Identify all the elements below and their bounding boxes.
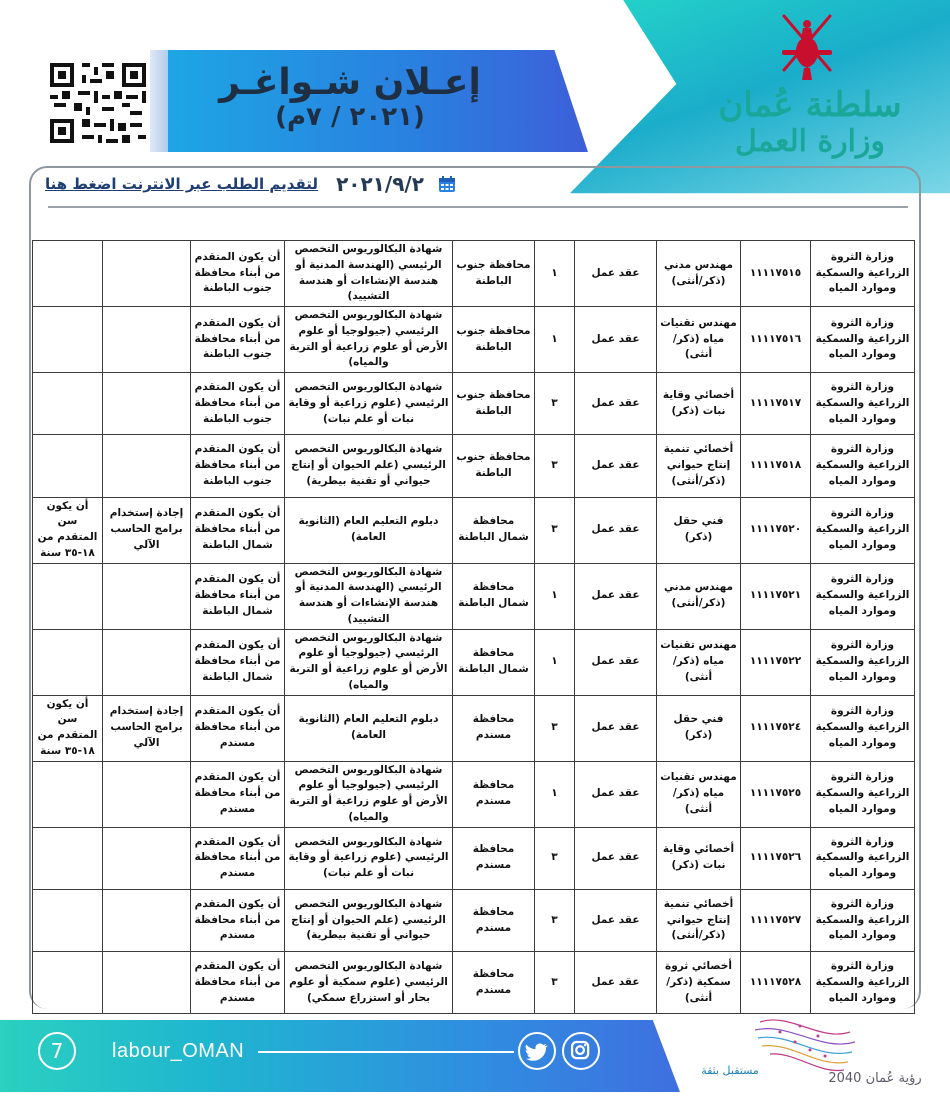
- cell-skills-condition: [103, 952, 191, 1014]
- cell-vacancy-count: ٣: [535, 695, 575, 761]
- cell-job-code: ١١١١٧٥١٥: [741, 241, 811, 307]
- cell-job-title: مهندس تقنيات مياه (ذكر/أنثى): [657, 629, 741, 695]
- cell-governorate: محافظة مسندم: [453, 952, 535, 1014]
- cell-qualification: شهادة البكالوريوس التخصص الرئيسي (جيولوجيا أو علوم الأرض أو علوم زراعية أو التربة والمياه): [285, 307, 453, 373]
- cell-vacancy-count: ٣: [535, 952, 575, 1014]
- cell-residency-condition: أن يكون المتقدم من أبناء محافظة جنوب الباطنة: [191, 307, 285, 373]
- vision-text: رؤية عُمان 2040: [828, 1071, 922, 1086]
- cell-vacancy-count: ٣: [535, 889, 575, 951]
- cell-governorate: محافظة مسندم: [453, 695, 535, 761]
- cell-residency-condition: أن يكون المتقدم من أبناء محافظة مسندم: [191, 827, 285, 889]
- cell-job-code: ١١١١٧٥١٧: [741, 373, 811, 435]
- cell-residency-condition: أن يكون المتقدم من أبناء محافظة جنوب الباطنة: [191, 241, 285, 307]
- cell-job-title: فني حقل (ذكر): [657, 695, 741, 761]
- cell-job-title: أخصائي ثروة سمكية (ذكر/أنثى): [657, 952, 741, 1014]
- cell-qualification: شهادة البكالوريوس التخصص الرئيسي (علم الحيوان أو إنتاج حيواني أو تقنية بيطرية): [285, 435, 453, 497]
- cell-job-title: أخصائي تنمية إنتاج حيواني (ذكر/أنثى): [657, 889, 741, 951]
- cell-qualification: دبلوم التعليم العام (الثانوية العامة): [285, 497, 453, 563]
- cell-governorate: محافظة جنوب الباطنة: [453, 373, 535, 435]
- cell-residency-condition: أن يكون المتقدم من أبناء محافظة مسندم: [191, 889, 285, 951]
- cell-age-condition: [33, 629, 103, 695]
- cell-age-condition: [33, 307, 103, 373]
- table-row: [33, 695, 915, 761]
- cell-governorate: محافظة شمال الباطنة: [453, 563, 535, 629]
- vision-2040-logo: [700, 1002, 930, 1102]
- cell-vacancy-count: ١: [535, 629, 575, 695]
- cell-governorate: محافظة جنوب الباطنة: [453, 307, 535, 373]
- deadline-date: ٢٠٢١/٩/٢: [336, 172, 424, 196]
- cell-employer: وزارة الثروة الزراعية والسمكية وموارد المياه: [811, 563, 915, 629]
- cell-residency-condition: أن يكون المتقدم من أبناء محافظة شمال الباطنة: [191, 563, 285, 629]
- cell-governorate: محافظة مسندم: [453, 889, 535, 951]
- cell-employer: وزارة الثروة الزراعية والسمكية وموارد المياه: [811, 629, 915, 695]
- cell-governorate: محافظة مسندم: [453, 761, 535, 827]
- page-title: إعـلان شـواغـر: [219, 62, 481, 103]
- cell-job-code: ١١١١٧٥١٨: [741, 435, 811, 497]
- cell-employer: وزارة الثروة الزراعية والسمكية وموارد المياه: [811, 827, 915, 889]
- cell-qualification: دبلوم التعليم العام (الثانوية العامة): [285, 695, 453, 761]
- cell-contract-type: عقد عمل: [575, 563, 657, 629]
- cell-job-title: مهندس مدني (ذكر/أنثى): [657, 241, 741, 307]
- cell-employer: وزارة الثروة الزراعية والسمكية وموارد المياه: [811, 952, 915, 1014]
- cell-qualification: شهادة البكالوريوس التخصص الرئيسي (علم الحيوان أو إنتاج حيواني أو تقنية بيطرية): [285, 889, 453, 951]
- social-handle[interactable]: labour_OMAN: [112, 1040, 245, 1062]
- conference-text: مستقبل بثقة: [701, 1064, 759, 1077]
- cell-residency-condition: أن يكون المتقدم من أبناء محافظة مسندم: [191, 761, 285, 827]
- cell-skills-condition: إجادة إستخدام برامج الحاسب الآلي: [103, 497, 191, 563]
- cell-residency-condition: أن يكون المتقدم من أبناء محافظة جنوب الباطنة: [191, 435, 285, 497]
- cell-vacancy-count: ١: [535, 307, 575, 373]
- cell-job-code: ١١١١٧٥٢٧: [741, 889, 811, 951]
- handle-underline: [258, 1051, 514, 1053]
- cell-employer: وزارة الثروة الزراعية والسمكية وموارد المياه: [811, 241, 915, 307]
- table-row: [33, 435, 915, 497]
- cell-skills-condition: [103, 629, 191, 695]
- cell-job-title: أخصائي وقاية نبات (ذكر): [657, 827, 741, 889]
- cell-age-condition: [33, 889, 103, 951]
- table-row: [33, 629, 915, 695]
- cell-job-title: فني حقل (ذكر): [657, 497, 741, 563]
- cell-employer: وزارة الثروة الزراعية والسمكية وموارد المياه: [811, 761, 915, 827]
- cell-employer: وزارة الثروة الزراعية والسمكية وموارد المياه: [811, 497, 915, 563]
- table-row: [33, 307, 915, 373]
- cell-qualification: شهادة البكالوريوس التخصص الرئيسي (جيولوجيا أو علوم الأرض أو علوم زراعية أو التربة والمياه): [285, 629, 453, 695]
- cell-vacancy-count: ٣: [535, 435, 575, 497]
- twitter-button[interactable]: [518, 1032, 556, 1070]
- cell-job-code: ١١١١٧٥٢٢: [741, 629, 811, 695]
- cell-contract-type: عقد عمل: [575, 307, 657, 373]
- cell-contract-type: عقد عمل: [575, 241, 657, 307]
- cell-age-condition: أن يكون سن المتقدم من ١٨-٣٥ سنة: [33, 695, 103, 761]
- cell-skills-condition: [103, 435, 191, 497]
- instagram-icon: [564, 1034, 598, 1068]
- cell-vacancy-count: ٣: [535, 497, 575, 563]
- cell-qualification: شهادة البكالوريوس التخصص الرئيسي (علوم زراعية أو وقاية نبات أو علم نبات): [285, 827, 453, 889]
- table-row: [33, 497, 915, 563]
- cell-qualification: شهادة البكالوريوس التخصص الرئيسي (علوم زراعية أو وقاية نبات أو علم نبات): [285, 373, 453, 435]
- page-subtitle: (٢٠٢١ / ٧م): [275, 102, 425, 132]
- cell-contract-type: عقد عمل: [575, 435, 657, 497]
- cell-contract-type: عقد عمل: [575, 827, 657, 889]
- cell-job-code: ١١١١٧٥٢٨: [741, 952, 811, 1014]
- cell-age-condition: [33, 241, 103, 307]
- cell-governorate: محافظة شمال الباطنة: [453, 497, 535, 563]
- table-row: [33, 563, 915, 629]
- cell-job-title: مهندس تقنيات مياه (ذكر/أنثى): [657, 307, 741, 373]
- vacancies-table: [32, 240, 915, 1014]
- instagram-button[interactable]: [562, 1032, 600, 1070]
- cell-skills-condition: [103, 241, 191, 307]
- cell-skills-condition: [103, 827, 191, 889]
- cell-governorate: محافظة جنوب الباطنة: [453, 241, 535, 307]
- table-row: [33, 827, 915, 889]
- cell-job-code: ١١١١٧٥١٦: [741, 307, 811, 373]
- cell-qualification: شهادة البكالوريوس التخصص الرئيسي (الهندسة المدنية أو هندسة الإنشاءات أو هندسة التشييد): [285, 563, 453, 629]
- cell-qualification: شهادة البكالوريوس التخصص الرئيسي (علوم سمكية أو علوم بحار أو استزراع سمكي): [285, 952, 453, 1014]
- calendar-icon: [438, 176, 456, 193]
- cell-contract-type: عقد عمل: [575, 695, 657, 761]
- cell-employer: وزارة الثروة الزراعية والسمكية وموارد المياه: [811, 435, 915, 497]
- cell-residency-condition: أن يكون المتقدم من أبناء محافظة جنوب الباطنة: [191, 373, 285, 435]
- cell-contract-type: عقد عمل: [575, 497, 657, 563]
- cell-age-condition: [33, 827, 103, 889]
- vacancies-table-body: [33, 241, 915, 1014]
- oman-emblem-icon: [770, 10, 844, 88]
- frame-divider: [48, 206, 908, 208]
- cell-governorate: محافظة مسندم: [453, 827, 535, 889]
- table-row: [33, 761, 915, 827]
- qr-code-icon: [46, 58, 150, 148]
- cell-contract-type: عقد عمل: [575, 373, 657, 435]
- cell-age-condition: أن يكون سن المتقدم من ١٨-٣٥ سنة: [33, 497, 103, 563]
- cell-qualification: شهادة البكالوريوس التخصص الرئيسي (جيولوجيا أو علوم الأرض أو علوم زراعية أو التربة والمياه): [285, 761, 453, 827]
- ministry-line-1: سلطنة عُمان: [718, 85, 902, 125]
- twitter-icon: [520, 1034, 554, 1068]
- cell-employer: وزارة الثروة الزراعية والسمكية وموارد المياه: [811, 889, 915, 951]
- cell-age-condition: [33, 563, 103, 629]
- cell-job-title: مهندس تقنيات مياه (ذكر/أنثى): [657, 761, 741, 827]
- cell-job-title: أخصائي تنمية إنتاج حيواني (ذكر/أنثى): [657, 435, 741, 497]
- cell-skills-condition: [103, 889, 191, 951]
- cell-job-title: مهندس مدني (ذكر/أنثى): [657, 563, 741, 629]
- cell-residency-condition: أن يكون المتقدم من أبناء محافظة مسندم: [191, 695, 285, 761]
- cell-job-code: ١١١١٧٥٢٦: [741, 827, 811, 889]
- cell-governorate: محافظة شمال الباطنة: [453, 629, 535, 695]
- cell-job-code: ١١١١٧٥٢٠: [741, 497, 811, 563]
- cell-age-condition: [33, 952, 103, 1014]
- cell-skills-condition: [103, 563, 191, 629]
- cell-age-condition: [33, 435, 103, 497]
- page-number: 7: [38, 1032, 76, 1070]
- cell-residency-condition: أن يكون المتقدم من أبناء محافظة شمال الباطنة: [191, 497, 285, 563]
- cell-job-code: ١١١١٧٥٢١: [741, 563, 811, 629]
- cell-residency-condition: أن يكون المتقدم من أبناء محافظة شمال الباطنة: [191, 629, 285, 695]
- table-row: [33, 889, 915, 951]
- cell-age-condition: [33, 373, 103, 435]
- cell-skills-condition: [103, 761, 191, 827]
- cell-contract-type: عقد عمل: [575, 761, 657, 827]
- table-row: [33, 241, 915, 307]
- ministry-line-2: وزارة العمل: [735, 124, 885, 160]
- cell-employer: وزارة الثروة الزراعية والسمكية وموارد المياه: [811, 695, 915, 761]
- cell-skills-condition: إجادة إستخدام برامج الحاسب الآلي: [103, 695, 191, 761]
- cell-employer: وزارة الثروة الزراعية والسمكية وموارد المياه: [811, 373, 915, 435]
- cell-job-code: ١١١١٧٥٢٤: [741, 695, 811, 761]
- cell-contract-type: عقد عمل: [575, 629, 657, 695]
- cell-vacancy-count: ١: [535, 241, 575, 307]
- qr-code[interactable]: [46, 58, 150, 148]
- cell-governorate: محافظة جنوب الباطنة: [453, 435, 535, 497]
- ministry-logo-text: [690, 86, 930, 160]
- cell-residency-condition: أن يكون المتقدم من أبناء محافظة مسندم: [191, 952, 285, 1014]
- cell-vacancy-count: ٣: [535, 827, 575, 889]
- cell-skills-condition: [103, 307, 191, 373]
- cell-vacancy-count: ١: [535, 761, 575, 827]
- cell-employer: وزارة الثروة الزراعية والسمكية وموارد المياه: [811, 307, 915, 373]
- cell-vacancy-count: ١: [535, 563, 575, 629]
- cell-contract-type: عقد عمل: [575, 889, 657, 951]
- cell-job-code: ١١١١٧٥٢٥: [741, 761, 811, 827]
- cell-age-condition: [33, 761, 103, 827]
- cell-qualification: شهادة البكالوريوس التخصص الرئيسي (الهندسة المدنية أو هندسة الإنشاءات أو هندسة التشييد): [285, 241, 453, 307]
- cell-job-title: أخصائي وقاية نبات (ذكر): [657, 373, 741, 435]
- cell-skills-condition: [103, 373, 191, 435]
- cell-contract-type: عقد عمل: [575, 952, 657, 1014]
- apply-online-link[interactable]: لتقديم الطلب عبر الانترنت اضغط هنا: [44, 175, 318, 193]
- cell-vacancy-count: ٣: [535, 373, 575, 435]
- table-row: [33, 373, 915, 435]
